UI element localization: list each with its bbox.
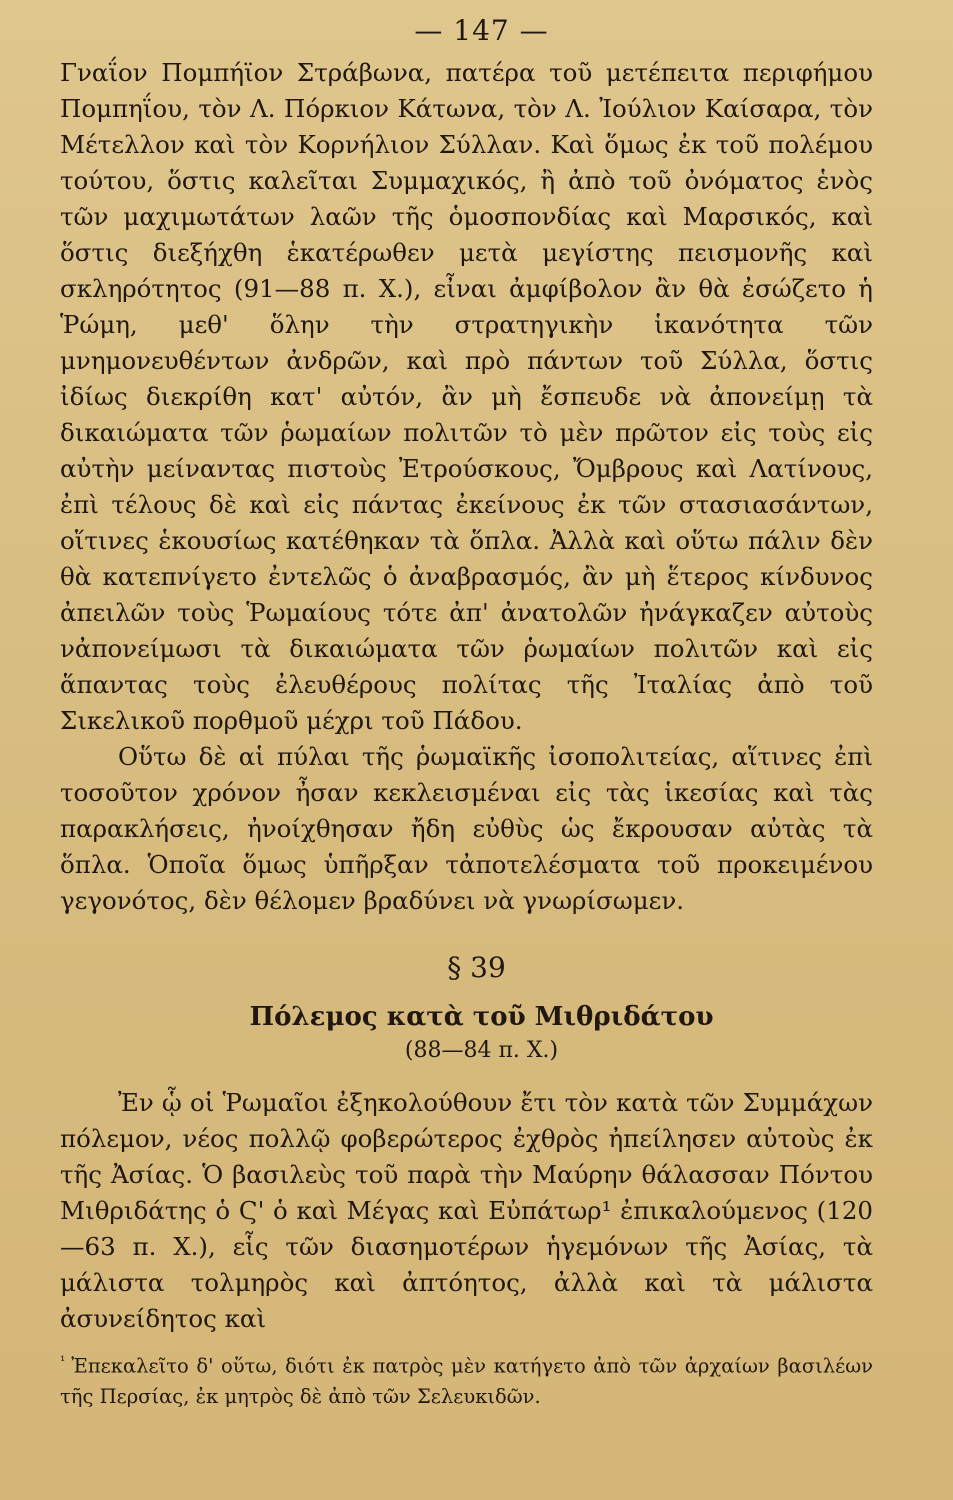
paragraph-1: Γναΐον Πομπήϊον Στράβωνα, πατέρα τοῦ μετέπειτα περιφήμου Πομπηΐου, τὸν Λ. Πόρκιον Κάτωνα, τὸν Λ. Ἰούλιον Καίσαρα, τὸν Μέτελλον καὶ τὸν Κορνήλιον Σύλλαν. Καὶ ὅμως ἐκ τοῦ πολέμου τούτου, ὅστις καλεῖται Συμμαχικός, ἢ ἀπὸ τοῦ ὀνόματος ἑνὸς τῶν μαχιμωτάτων λαῶν τῆς ὁμοσπονδίας καὶ Μαρσικός, καὶ ὅστις διεξήχθη ἑκατέρωθεν μετὰ μεγίστης πεισμονῆς καὶ σκληρότητος (91—88 π. Χ.), εἶναι ἀμφίβολον ἂν θὰ ἐσώζετο ἡ Ῥώμη, μεθ' ὅλην τὴν στρατηγικὴν ἱκανότητα τῶν μνημονευθέντων ἀνδρῶν, καὶ πρὸ πάντων τοῦ Σύλλα, ὅστις ἰδίως διεκρίθη κατ' αὐτόν, ἂν μὴ ἔσπευδε νὰ ἀπονείμῃ τὰ δικαιώματα τῶν ῥωμαίων πολιτῶν τὸ μὲν πρῶτον εἰς τοὺς εἰς αὐτὴν μείναντας πιστοὺς Ἐτρούσκους, Ὄμβρους καὶ Λατίνους, ἐπὶ τέλους δὲ καὶ εἰς πάντας ἐκείνους ἐκ τῶν στασιασάντων, οἵτινες ἑκουσίως κατέθηκαν τὰ ὅπλα. Ἀλλὰ καὶ οὕτω πάλιν δὲν θὰ κατεπνίγετο ἐντελῶς ὁ ἀναβρασμός, ἂν μὴ ἕτερος κίνδυνος ἀπειλῶν τοὺς Ῥωμαίους τότε ἀπ' ἀνατολῶν ἠνάγκαζεν αὐτοὺς νἀπονείμωσι τὰ δικαιώματα τῶν ῥωμαίων πολιτῶν καὶ εἰς ἅπαντας τοὺς ἐλευθέρους πολίτας τῆς Ἰταλίας ἀπὸ τοῦ Σικελικοῦ πορθμοῦ μέχρι τοῦ Πάδου. <box>60 58 873 735</box>
section-dates: (88—84 π. Χ.) <box>404 1038 559 1063</box>
paragraph-3: Ἐν ᾧ οἱ Ῥωμαῖοι ἐξηκολούθουν ἔτι τὸν κατὰ τῶν Συμμάχων πόλεμον, νέος πολλῷ φοβερώτερος ἐχθρὸς ἠπείλησεν αὐτοὺς ἐκ τῆς Ἀσίας. Ὁ βασιλεὺς τοῦ παρὰ τὴν Μαύρην θάλασσαν Πόντου Μιθριδάτης ὁ Ϛ' ὁ καὶ Μέγας καὶ Εὐπάτωρ¹ ἐπικαλούμενος (120—63 π. Χ.), εἷς τῶν διασημοτέρων ἡγεμόνων τῆς Ἀσίας, τὰ μάλιστα τολμηρὸς καὶ ἀπτόητος, ἀλλὰ καὶ τὰ μάλιστα ἀσυνείδητος καὶ <box>60 1088 873 1333</box>
footnote-marker: ¹ <box>60 1354 66 1369</box>
section-number: § 39 <box>447 951 506 984</box>
section-title: Πόλεμος κατὰ τοῦ Μιθριδάτου <box>249 1002 714 1032</box>
footnote-text: Ἐπεκαλεῖτο δ' οὕτω, διότι ἐκ πατρὸς μὲν κατήγετο ἀπὸ τῶν ἀρχαίων βασιλέων τῆς Περσίας, ἐκ μητρὸς δὲ ἀπὸ τῶν Σελευκιδῶν. <box>60 1354 873 1408</box>
footnote <box>60 1347 873 1412</box>
page-number: — 147 — <box>414 14 549 47</box>
paragraph-2: Οὕτω δὲ αἱ πύλαι τῆς ῥωμαϊκῆς ἰσοπολιτείας, αἵτινες ἐπὶ τοσοῦτον χρόνον ἦσαν κεκλεισμέναι εἰς τὰς ἱκεσίας καὶ τὰς παρακλήσεις, ἠνοίχθησαν ἤδη εὐθὺς ὡς ἔκρουσαν αὐτὰς τὰ ὅπλα. Ὁποῖα ὅμως ὑπῆρξαν τἀποτελέσματα τοῦ προκειμένου γεγονότος, δὲν θέλομεν βραδύνει νὰ γνωρίσωμεν. <box>60 742 873 915</box>
